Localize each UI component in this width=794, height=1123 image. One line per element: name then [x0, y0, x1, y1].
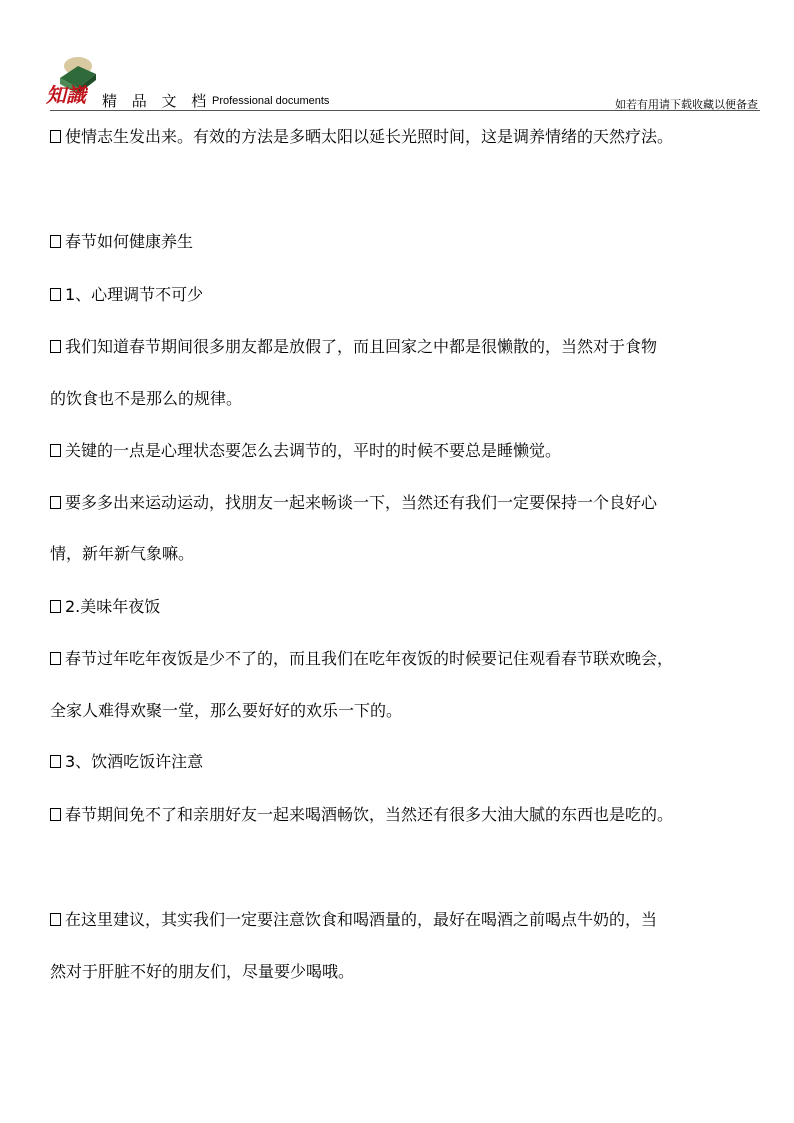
subsection-heading: 1、心理调节不可少: [50, 285, 203, 305]
missing-glyph-box-icon: [50, 235, 61, 248]
missing-glyph-box-icon: [50, 755, 61, 768]
subsection-heading: 2.美味年夜饭: [50, 597, 160, 617]
missing-glyph-box-icon: [50, 652, 61, 665]
paragraph-line: 在这里建议，其实我们一定要注意饮食和喝酒量的，最好在喝酒之前喝点牛奶的，当: [50, 910, 657, 930]
missing-glyph-box-icon: [50, 130, 61, 143]
missing-glyph-box-icon: [50, 808, 61, 821]
paragraph-line: 春节过年吃年夜饭是少不了的，而且我们在吃年夜饭的时候要记住观看春节联欢晚会，: [50, 649, 673, 669]
missing-glyph-box-icon: [50, 496, 61, 509]
header-title-cn: 精 品 文 档: [102, 92, 212, 110]
paragraph-line: 的饮食也不是那么的规律。: [50, 389, 243, 408]
subsection-heading: 3、饮酒吃饭许注意: [50, 752, 203, 772]
paragraph-line: 关键的一点是心理状态要怎么去调节的，平时的时候不要总是睡懒觉。: [50, 441, 561, 461]
paragraph-line: 全家人难得欢聚一堂，那么要好好的欢乐一下的。: [50, 701, 403, 720]
paragraph-line: 春节期间免不了和亲朋好友一起来喝酒畅饮，当然还有很多大油大腻的东西也是吃的。: [50, 805, 673, 825]
header-title-en: Professional documents: [212, 95, 330, 107]
paragraph-line: 我们知道春节期间很多朋友都是放假了，而且回家之中都是很懒散的，当然对于食物: [50, 337, 657, 357]
paragraph-line: 情，新年新气象嘛。: [50, 544, 195, 563]
svg-text:知識: 知識: [46, 83, 86, 107]
paragraph-line: 然对于肝脏不好的朋友们，尽量要少喝哦。: [50, 962, 355, 981]
paragraph-line: 要多多出来运动运动，找朋友一起来畅谈一下，当然还有我们一定要保持一个良好心: [50, 493, 657, 513]
header-rule: [50, 110, 760, 111]
missing-glyph-box-icon: [50, 600, 61, 613]
missing-glyph-box-icon: [50, 288, 61, 301]
missing-glyph-box-icon: [50, 444, 61, 457]
paragraph-line: 使情志生发出来。有效的方法是多晒太阳以延长光照时间，这是调养情绪的天然疗法。: [50, 127, 673, 147]
missing-glyph-box-icon: [50, 913, 61, 926]
page-header: [44, 52, 760, 112]
header-note: 如若有用请下载收藏以便备查: [615, 98, 758, 111]
missing-glyph-box-icon: [50, 340, 61, 353]
book-logo-icon: [44, 52, 106, 110]
section-heading: 春节如何健康养生: [50, 232, 193, 252]
